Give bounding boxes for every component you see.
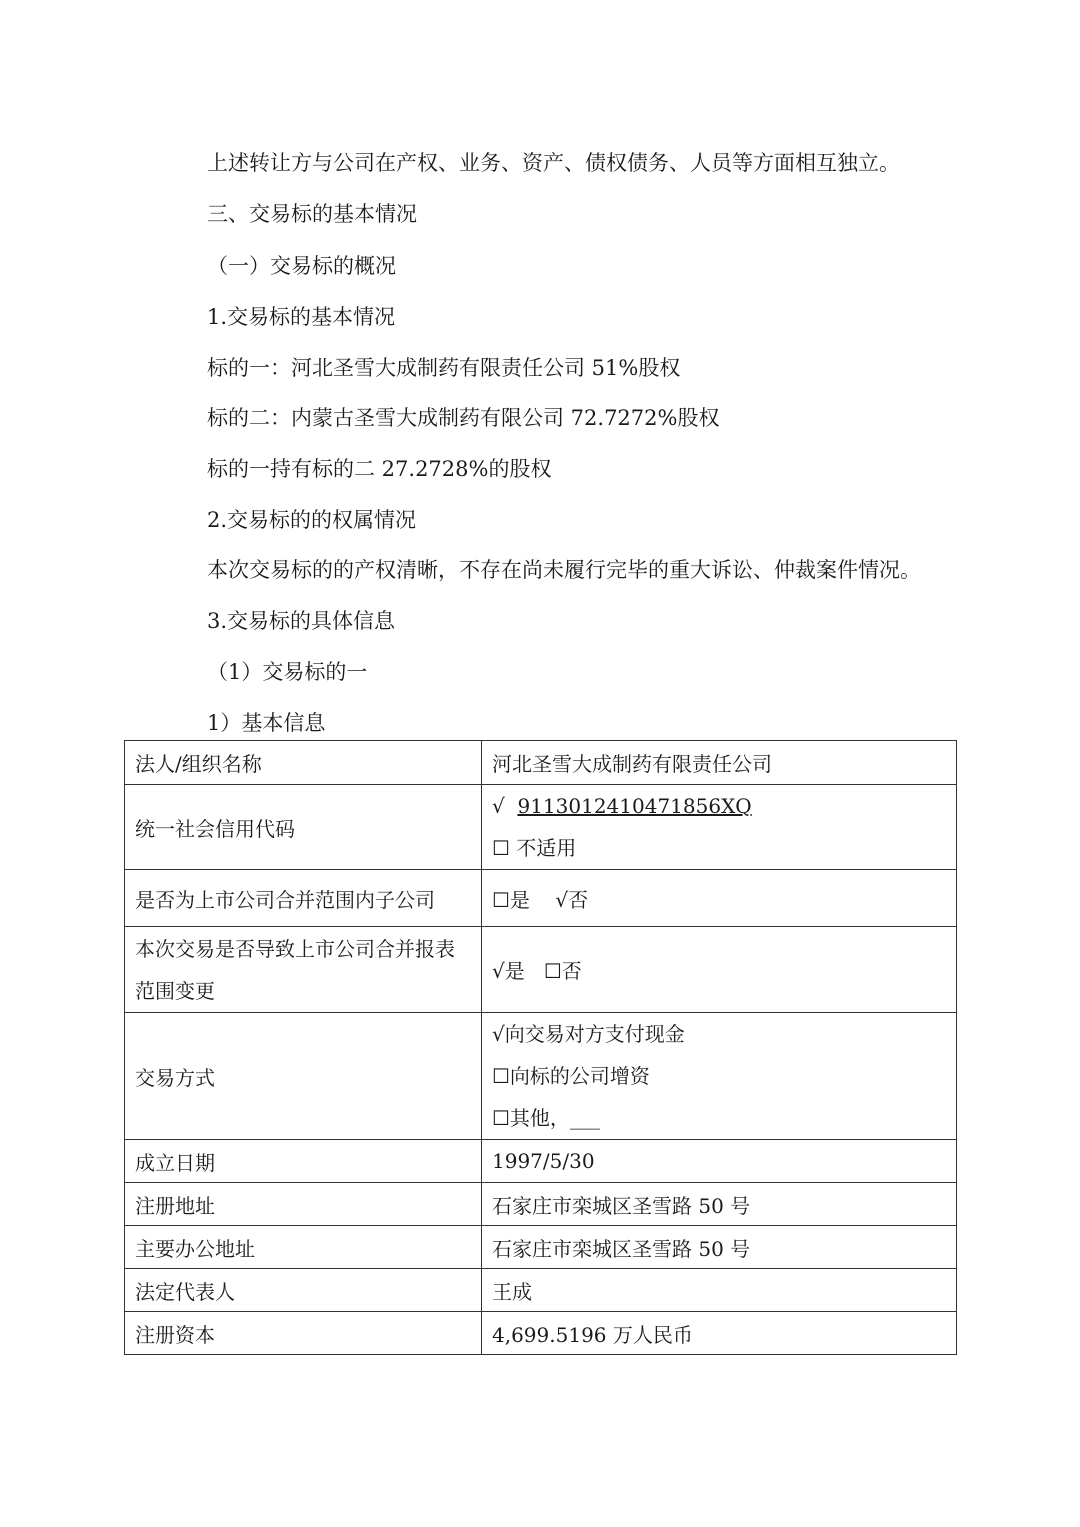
table-row [125, 1013, 957, 1140]
heading-target-one: （1）交易标的一 [207, 660, 368, 684]
credit-code-value: 9113012410471856XQ [517, 794, 752, 818]
method-option-other: ☐其他，___ [492, 1106, 600, 1130]
table-row [125, 785, 957, 870]
reg-capital-label: 注册资本 [125, 1312, 482, 1355]
table-row [125, 1269, 957, 1312]
table-row [125, 1140, 957, 1183]
check-mark: √ [492, 794, 505, 818]
para-target-two: 标的二：内蒙古圣雪大成制药有限公司 72.7272%股权 [207, 406, 720, 430]
subsidiary-value: ☐是 √否 [482, 870, 957, 927]
not-applicable-option: ☐ 不适用 [492, 836, 577, 860]
legal-rep-label: 法定代表人 [125, 1269, 482, 1312]
reg-address-value: 石家庄市栾城区圣雪路 50 号 [482, 1183, 957, 1226]
est-date-value: 1997/5/30 [482, 1140, 957, 1183]
para-target-one: 标的一：河北圣雪大成制药有限责任公司 51%股权 [207, 356, 681, 380]
method-option-capital-increase: ☐向标的公司增资 [492, 1064, 650, 1088]
office-address-label: 主要办公地址 [125, 1226, 482, 1269]
scope-change-label: 本次交易是否导致上市公司合并报表范围变更 [125, 927, 482, 1013]
legal-rep-value: 王成 [482, 1269, 957, 1312]
heading-specific-info: 3.交易标的具体信息 [207, 609, 396, 633]
org-name-value: 河北圣雪大成制药有限责任公司 [482, 741, 957, 785]
reg-address-label: 注册地址 [125, 1183, 482, 1226]
basic-info-table [124, 740, 957, 1355]
para-holding: 标的一持有标的二 27.2728%的股权 [207, 457, 552, 481]
heading-section-3: 三、交易标的基本情况 [207, 202, 417, 226]
para-ownership-clear: 本次交易标的的产权清晰，不存在尚未履行完毕的重大诉讼、仲裁案件情况。 [207, 558, 921, 582]
office-address-value: 石家庄市栾城区圣雪路 50 号 [482, 1226, 957, 1269]
table-row [125, 1183, 957, 1226]
heading-overview: （一）交易标的概况 [207, 254, 396, 278]
table-row [125, 741, 957, 785]
table-row [125, 870, 957, 927]
credit-code-line [492, 785, 946, 827]
para-transferor-independence: 上述转让方与公司在产权、业务、资产、债权债务、人员等方面相互独立。 [207, 151, 900, 175]
method-option-cash: √向交易对方支付现金 [492, 1022, 685, 1046]
subsidiary-label: 是否为上市公司合并范围内子公司 [125, 870, 482, 927]
scope-change-value: √是 ☐否 [482, 927, 957, 1013]
heading-ownership: 2.交易标的的权属情况 [207, 508, 417, 532]
heading-basic-info: 1.交易标的基本情况 [207, 305, 396, 329]
credit-code-label: 统一社会信用代码 [125, 785, 482, 870]
table-row [125, 927, 957, 1013]
heading-basic-info-sub: 1）基本信息 [207, 711, 326, 735]
method-label: 交易方式 [125, 1013, 482, 1140]
reg-capital-value: 4,699.5196 万人民币 [482, 1312, 957, 1355]
method-options [482, 1013, 957, 1140]
org-name-label: 法人/组织名称 [125, 741, 482, 785]
credit-code-cell [482, 785, 957, 870]
table-row [125, 1312, 957, 1355]
table-row [125, 1226, 957, 1269]
est-date-label: 成立日期 [125, 1140, 482, 1183]
